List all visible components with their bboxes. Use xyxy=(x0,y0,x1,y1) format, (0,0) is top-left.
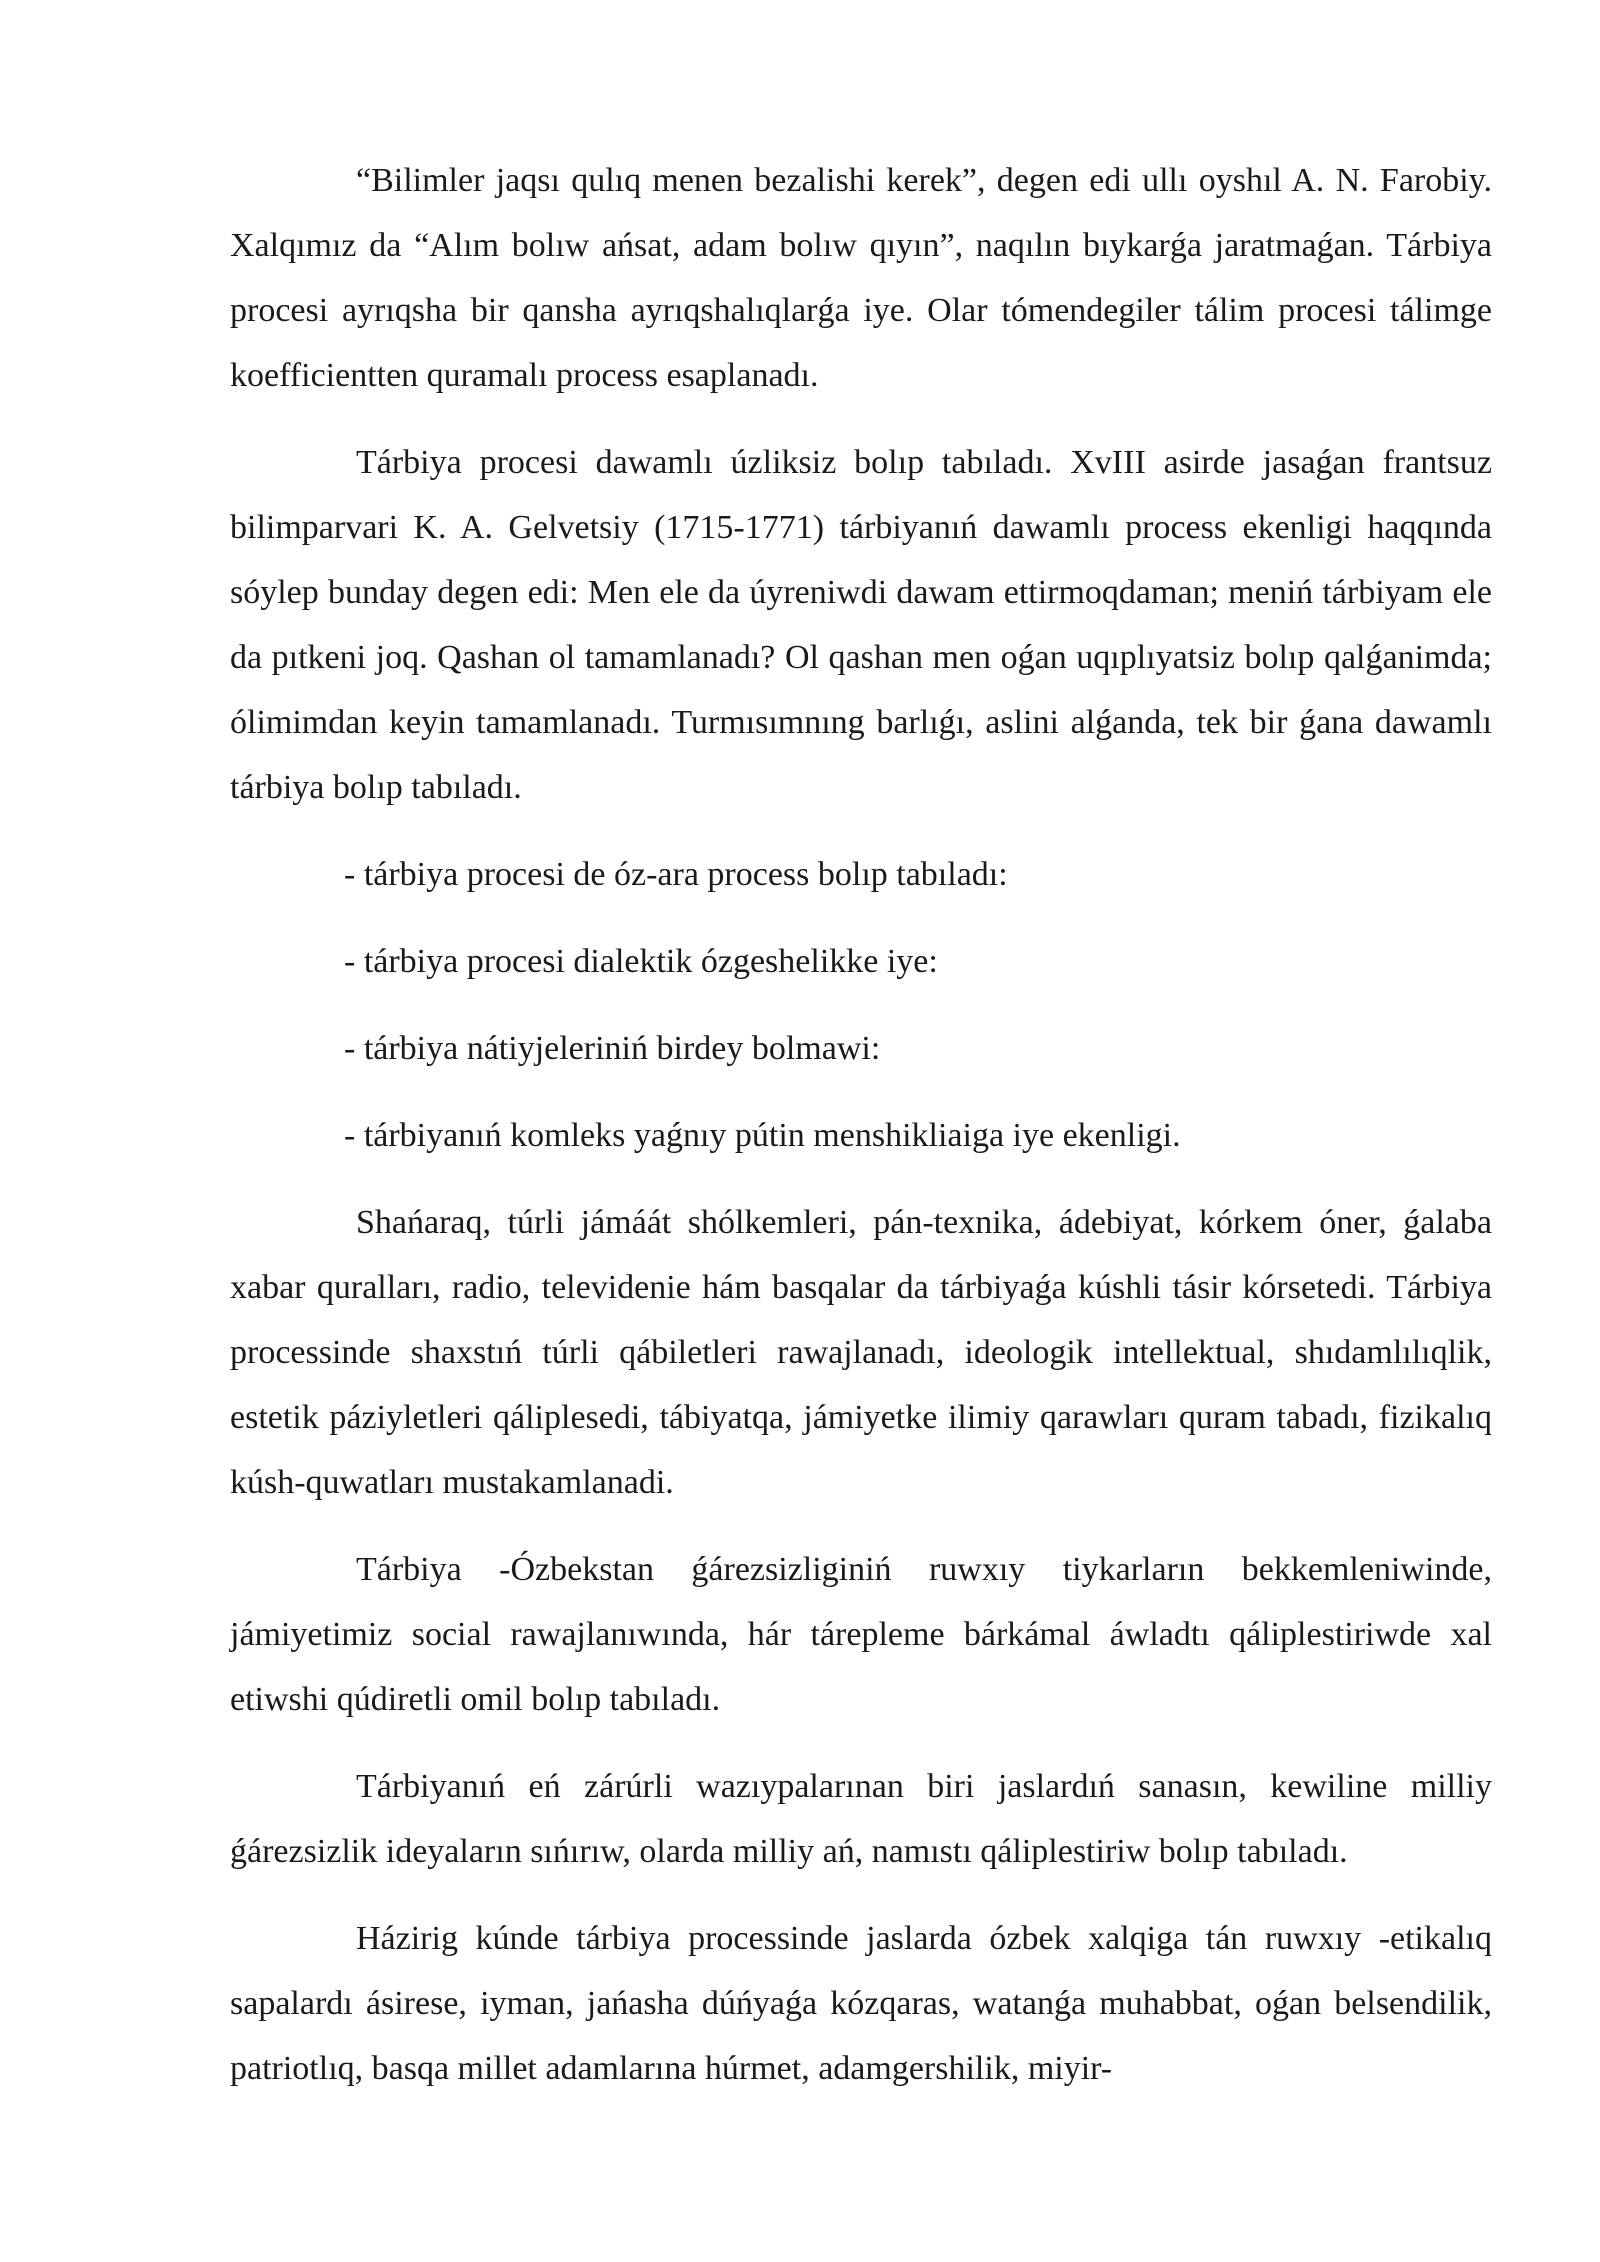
paragraph-main-tasks: Tárbiyanıń eń zárúrli wazıypalarınan biri jaslardıń sanasın, kewiline milliy ǵárezsizlik ideyaların sıńırıw, olarda milliy ań, namıstı qáliplestiriw bolıp tabıladı. xyxy=(230,1768,1492,1870)
paragraph-independence: Tárbiya -Ózbekstan ǵárezsizliginiń ruwxıy tiykarların bekkemleniwinde, jámiyetimiz social rawajlanıwında, hár tárepleme bárkámal áwladtı qáliplestiriwde xal etiwshi qúdiretli omil bolıp tabıladı. xyxy=(230,1551,1492,1718)
paragraph-current-day: Házirig kúnde tárbiya processinde jaslarda ózbek xalqiga tán ruwxıy -etikalıq sapalardı ásirese, iyman, jańasha dúńyaǵa kózqaras, watanǵa muhabbat, oǵan belsendilik, patriotlıq, basqa millet adamlarına húrmet, adamgershilik, miyir- xyxy=(230,1920,1492,2087)
paragraph-continuous-process: Tárbiya procesi dawamlı úzliksiz bolıp tabıladı. XvIII asirde jasaǵan frantsuz bilimparvari K. A. Gelvetsiy (1715-1771) tárbiyanıń dawamlı process ekenligi haqqında sóylep bunday degen edi: Men ele da úyreniwdi dawam ettirmoqdaman; meniń tárbiyam ele da pıtkeni joq. Qashan ol tamamlanadı? Ol qashan men oǵan uqıplıyatsiz bolıp qalǵanimda; ólimimdan keyin tamamlanadı. Turmısımnıng barlıǵı, aslini alǵanda, tek bir ǵana dawamlı tárbiya bolıp tabıladı. xyxy=(230,444,1492,806)
document-body xyxy=(230,148,1492,2123)
list-item-dialectic: - tárbiya procesi dialektik ózgeshelikke iye: xyxy=(344,943,938,980)
list-item-complex: - tárbiyanıń komleks yaǵnıy pútin menshikliaiga iye ekenligi. xyxy=(344,1117,1181,1154)
list-item-mutual-process: - tárbiya procesi de óz-ara process bolıp tabıladı: xyxy=(344,856,1008,893)
paragraph-influences: Shańaraq, túrli jámáát shólkemleri, pán-texnika, ádebiyat, kórkem óner, ǵalaba xabar quralları, radio, televidenie hám basqalar da tárbiyaǵa kúshli tásir kórsetedi. Tárbiya processinde shaxstıń túrli qábiletleri rawajlanadı, ideologik intellektual, shıdamlılıqlik, estetik páziyletleri qáliplesedi, tábiyatqa, jámiyetke ilimiy qarawları quram tabadı, fizikalıq kúsh-quwatları mustakamlanadi. xyxy=(230,1204,1492,1501)
list-item-results: - tárbiya nátiyjeleriniń birdey bolmawi: xyxy=(344,1030,881,1067)
paragraph-farobiy-quote: “Bilimler jaqsı qulıq menen bezalishi kerek”, degen edi ullı oyshıl A. N. Farobiy. Xalqımız da “Alım bolıw ańsat, adam bolıw qıyın”, naqılın bıykarǵa jaratmaǵan. Tárbiya procesi ayrıqsha bir qansha ayrıqshalıqlarǵa iye. Olar tómendegiler tálim procesi tálimge koefficientten quramalı process esaplanadı. xyxy=(230,162,1492,394)
